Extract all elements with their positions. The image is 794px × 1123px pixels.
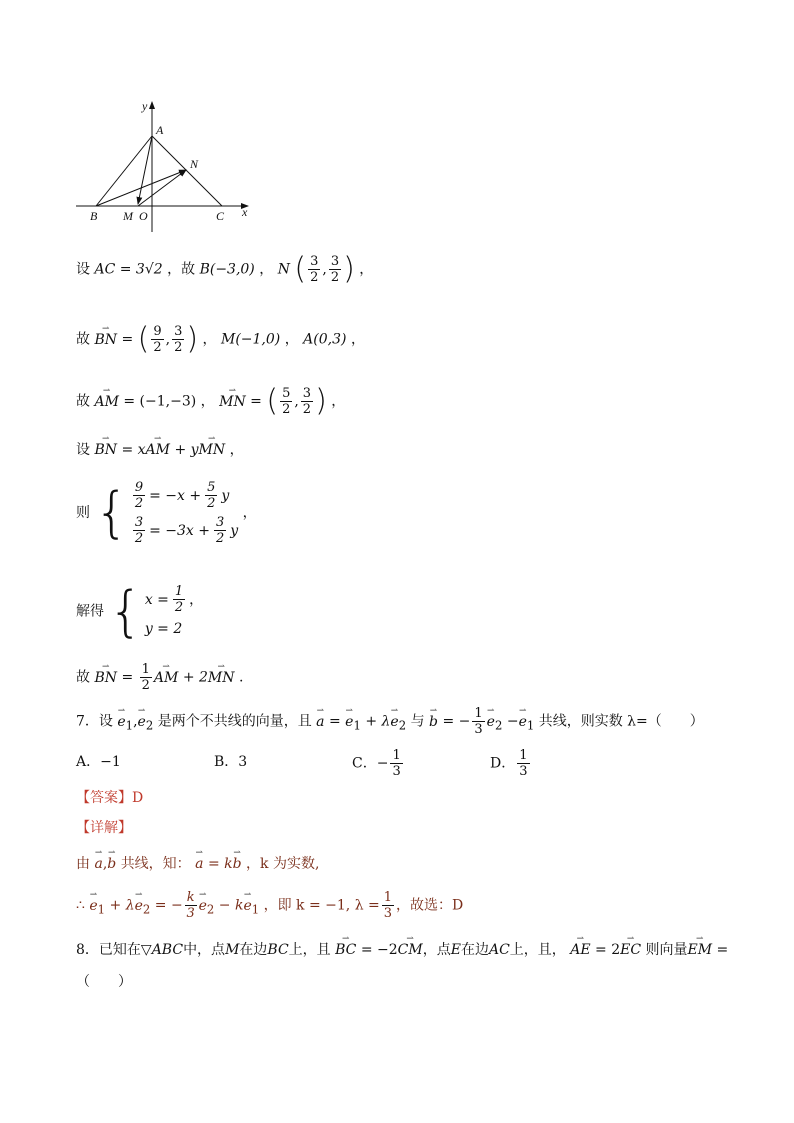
solution-line-3: 故 ⇀ AM = (−1,−3) ， ⇀ MN = ( $\frac{5}{2}$ , $\frac{3}{2}$ ) ， [76, 386, 345, 417]
fraction: $\frac{3}{2}$ [310, 254, 319, 285]
label-y: y [142, 99, 148, 113]
solution-line-1: 设 AC = 3√2 ，故 B(−3,0) ， N ( $\frac{3}{2}$ , $\frac{3}{2}$ ) ， [76, 251, 374, 287]
detail-line-2: ∴ ⇀ $e_1$ + λ⇀ $e_2$ = − $\frac{k}{3}$ ⇀ $e_2$ − k⇀ $e_1$ ，即 k = −1, λ = $\frac{1}{3}$ ，故选：D [76, 890, 463, 921]
label-b: B [90, 209, 98, 223]
vector-mn-text: ⇀ MN [219, 392, 246, 412]
label-a: A [156, 123, 164, 137]
vector-am [138, 136, 152, 204]
question-7-stem: 7．设 ⇀ $e_1,⇀$ $e_2$ 是两个不共线的向量，且 ⇀ a = ⇀ $e_1$ + λ⇀ $e_2$ 与 ⇀ b = − $\frac{1}{3}$ ⇀ $e_2$ −⇀ $e_1$ 共线，则实数 λ=（ ） [76, 706, 704, 737]
label-o: O [139, 209, 148, 223]
answer-label: 【答案】D [76, 790, 144, 806]
solution-line-4: 设 ⇀ BN = x⇀ AM + y⇀ MN ， [76, 440, 244, 460]
solution-line-5: 则 { $\frac{9}{2}$ = −x + $\frac{5}{2}$ y $\frac{3}{2}$ = −3x + $\frac{3}{2}$ y ， [76, 480, 257, 546]
fraction: $\frac{3}{2}$ [174, 324, 183, 355]
label-m: M [123, 209, 133, 223]
fraction: $\frac{5}{2}$ [282, 386, 291, 417]
label-x: x [242, 205, 248, 219]
solution-line-6: 解得 { x = $\frac{1}{2}$ ， y = 2 [76, 579, 204, 643]
equation-system: { $\frac{9}{2}$ = −x + $\frac{5}{2}$ y $\frac{3}{2}$ = −3x + $\frac{3}{2}$ y [94, 480, 239, 546]
fraction: $\frac{3}{2}$ [330, 254, 340, 285]
option-a[interactable]: A．−1 [76, 754, 121, 770]
fraction: $\frac{3}{2}$ [302, 386, 312, 417]
question-7-options [76, 748, 536, 782]
question-8-stem: 8．已知在▽ABC中，点M在边BC上，且 ⇀ BC = −2⇀ CM，点E在边AC上，且， ⇀ AE = 2⇀ EC 则向量⇀ EM = [76, 940, 728, 960]
vector-am-text: ⇀ AM [94, 392, 118, 412]
detail-label: 【详解】 [76, 820, 132, 836]
solution-line-7: 故 ⇀ BN = $\frac{1}{2}$ ⇀ AM + 2⇀ MN . [76, 662, 243, 693]
detail-line-1: 由 ⇀ a,⇀ b 共线，知： ⇀ a = k⇀ b ，k 为实数, [76, 854, 319, 874]
segment-ab [96, 136, 152, 206]
option-d[interactable]: D． $\frac{1}{3}$ [490, 748, 528, 779]
vector-mn [138, 170, 186, 206]
option-b[interactable]: B．3 [214, 754, 248, 770]
fraction: $\frac{9}{2}$ [153, 324, 162, 355]
label-n: N [190, 157, 199, 171]
solution-system: { x = $\frac{1}{2}$ ， y = 2 [108, 579, 204, 643]
vector-bn-text: ⇀ BN [94, 330, 117, 350]
question-8-answer-paren: （ ） [76, 974, 132, 990]
option-c[interactable]: C．− $\frac{1}{3}$ [352, 748, 401, 779]
vector-bn [96, 170, 186, 206]
segment-ac [152, 136, 222, 206]
label-c: C [216, 209, 225, 223]
coordinate-figure [76, 98, 266, 238]
solution-line-2: 故 ⇀ BN = ( $\frac{9}{2}$ , $\frac{3}{2}$ ) ， M(−1,0) ， A(0,3) ， [76, 324, 365, 355]
